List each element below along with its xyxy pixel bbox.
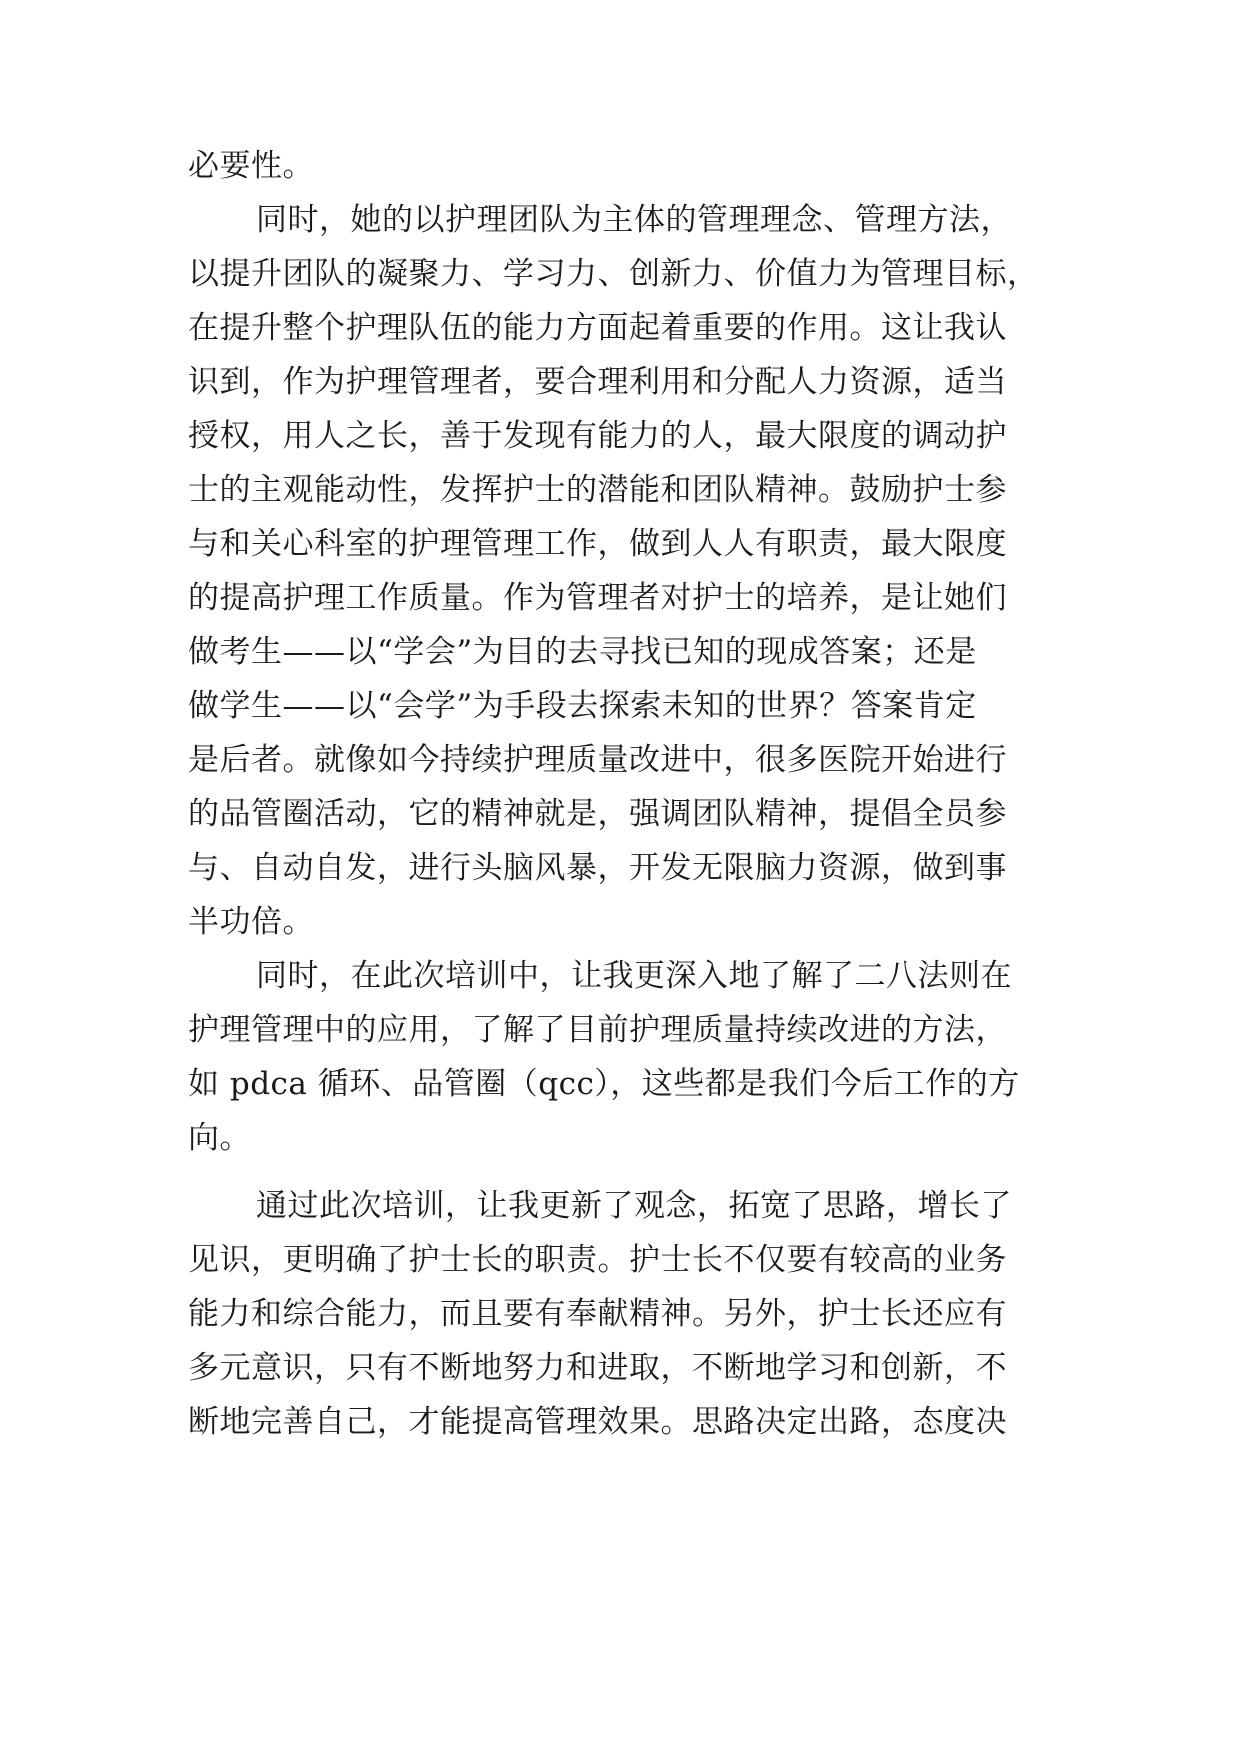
paragraph-4-line-2: 见识，更明确了护士长的职责。护士长不仅要有较高的业务 xyxy=(188,1242,1007,1278)
paragraph-4-line-3: 能力和综合能力，而且要有奉献精神。另外，护士长还应有 xyxy=(188,1296,1007,1332)
paragraph-2-line-14: 半功倍。 xyxy=(188,904,314,940)
paragraph-2-line-12: 的品管圈活动，它的精神就是，强调团队精神，提倡全员参 xyxy=(188,796,1007,832)
paragraph-1-line-1: 必要性。 xyxy=(188,148,314,184)
paragraph-2-line-5: 授权，用人之长，善于发现有能力的人，最大限度的调动护 xyxy=(188,418,1007,454)
paragraph-2-line-3: 在提升整个护理队伍的能力方面起着重要的作用。这让我认 xyxy=(188,310,1007,346)
paragraph-2-line-1: 同时，她的以护理团队为主体的管理理念、管理方法， xyxy=(256,202,1012,238)
paragraph-2-line-6: 士的主观能动性，发挥护士的潜能和团队精神。鼓励护士参 xyxy=(188,472,1007,508)
paragraph-3-line-4: 向。 xyxy=(188,1120,251,1156)
paragraph-3-line-2: 护理管理中的应用，了解了目前护理质量持续改进的方法， xyxy=(188,1012,1007,1048)
paragraph-4-line-1: 通过此次培训，让我更新了观念，拓宽了思路，增长了 xyxy=(256,1188,1012,1224)
paragraph-3-line-3: 如 pdca 循环、品管圈（qcc），这些都是我们今后工作的方 xyxy=(188,1066,1020,1102)
paragraph-2-line-8: 的提高护理工作质量。作为管理者对护士的培养，是让她们 xyxy=(188,580,1007,616)
paragraph-2-line-7: 与和关心科室的护理管理工作，做到人人有职责，最大限度 xyxy=(188,526,1007,562)
paragraph-2-line-4: 识到，作为护理管理者，要合理利用和分配人力资源，适当 xyxy=(188,364,1007,400)
paragraph-2-line-9: 做考生——以“学会”为目的去寻找已知的现成答案；还是 xyxy=(188,634,977,670)
paragraph-4-line-4: 多元意识，只有不断地努力和进取，不断地学习和创新，不 xyxy=(188,1350,1007,1386)
paragraph-4-line-5: 断地完善自己，才能提高管理效果。思路决定出路，态度决 xyxy=(188,1404,1007,1440)
paragraph-2-line-11: 是后者。就像如今持续护理质量改进中，很多医院开始进行 xyxy=(188,742,1007,778)
paragraph-2-line-10: 做学生——以“会学”为手段去探索未知的世界？答案肯定 xyxy=(188,688,977,724)
paragraph-2-line-2: 以提升团队的凝聚力、学习力、创新力、价值力为管理目标， xyxy=(188,256,1039,292)
paragraph-3-line-1: 同时，在此次培训中，让我更深入地了解了二八法则在 xyxy=(256,958,1012,994)
paragraph-2-line-13: 与、自动自发，进行头脑风暴，开发无限脑力资源，做到事 xyxy=(188,850,1007,886)
